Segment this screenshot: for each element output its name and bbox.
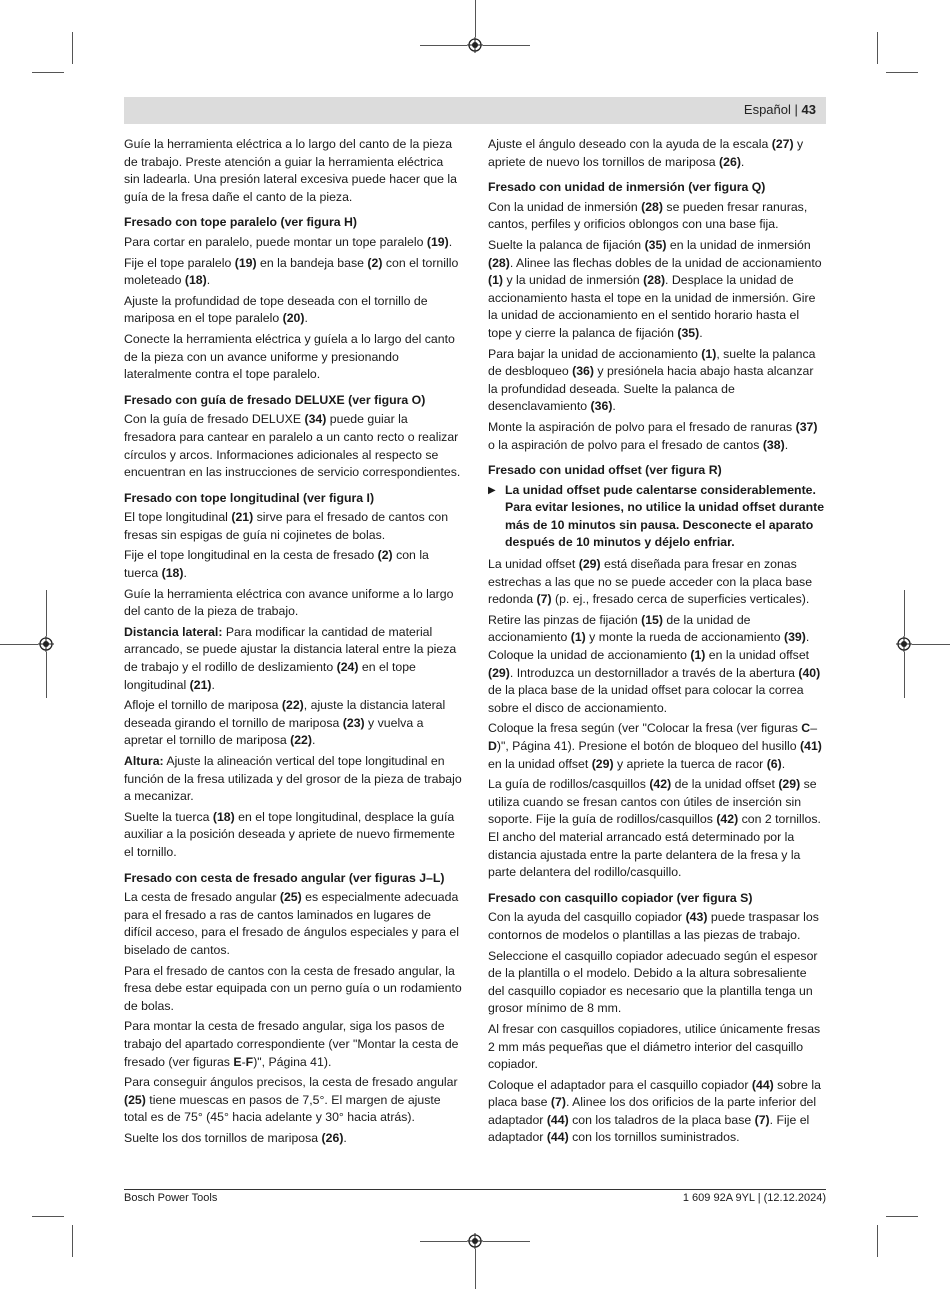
section-heading: Fresado con unidad de inmersión (ver figura Q): [488, 180, 766, 195]
paragraph: Afloje el tornillo de mariposa (22), ajuste la distancia lateral deseada girando el tornillo de mariposa (23) y vuelva a apretar el tornillo de mariposa (22).: [124, 698, 446, 748]
paragraph: La guía de rodillos/casquillos (42) de la unidad offset (29) se utiliza cuando se fresan cantos con útiles de inserción sin soporte. Fije la guía de rodillos/casquillos (42) con 2 tornillos. El ancho del material arrancado está determinado por la distancia ajustada entre la parte delantera de la fresa y la parte delantera del rodillo/casquillo.: [488, 777, 821, 880]
crop-mark: [32, 72, 64, 73]
paragraph: Con la unidad de inmersión (28) se pueden fresar ranuras, cantos, perfiles y orificios oblongos con una base fija.: [488, 199, 808, 232]
crop-mark: [904, 652, 905, 698]
paragraph: Fije el tope longitudinal en la cesta de fresado (2) con la tuerca (18).: [124, 548, 429, 581]
paragraph: Distancia lateral: Para modificar la cantidad de material arrancado, se puede ajustar la distancia lateral entre la pieza de trabajo y el rodillo de deslizamiento (24) en el tope longitudinal (21).: [124, 624, 457, 692]
crop-mark: [46, 590, 47, 636]
paragraph: Con la guía de fresado DELUXE (34) puede guiar la fresadora para cantear en paralelo a un canto recto o realizar círculos y arcos. Informaciones adicionales al respecto se encuentran en las instrucciones de servicio correspondientes.: [124, 412, 461, 480]
section-heading: Fresado con tope longitudinal (ver figura I): [124, 490, 375, 505]
registration-mark-icon: [467, 1233, 483, 1249]
section-heading: Fresado con casquillo copiador (ver figura S): [488, 890, 753, 905]
bullet-triangle-icon: ▶: [488, 484, 496, 496]
crop-mark: [483, 1241, 530, 1242]
crop-mark: [475, 1249, 476, 1289]
paragraph: Coloque la fresa según (ver "Colocar la fresa (ver figuras C–D)", Página 41). Presione el botón de bloqueo del husillo (41) en la unidad offset (29) y apriete la tuerca de racor (6).: [488, 721, 822, 771]
footer-doc-ref: 1 609 92A 9YL | (12.12.2024): [682, 1192, 826, 1204]
crop-mark: [0, 644, 38, 645]
section-heading: Fresado con tope paralelo (ver figura H): [124, 215, 358, 230]
section-heading: Fresado con cesta de fresado angular (ver figuras J–L): [124, 870, 445, 885]
registration-mark-icon: [467, 37, 483, 53]
paragraph: Coloque el adaptador para el casquillo copiador (44) sobre la placa base (7). Alinee los dos orificios de la parte inferior del adaptador (44) con los taladros de la placa base (7). Fije el adaptador (44) con los tornillos suministrados.: [488, 1077, 821, 1145]
paragraph: Retire las pinzas de fijación (15) de la unidad de accionamiento (1) y monte la rueda de accionamiento (39). Coloque la unidad de accionamiento (1) en la unidad offset (29). Introduzca un destornillador a través de la abertura (40) de la placa base de la unidad offset para colocar la correa sobre el disco de accionamiento.: [488, 612, 821, 715]
footer-rule: [124, 1189, 826, 1190]
page-header: [124, 97, 826, 124]
paragraph: Para bajar la unidad de accionamiento (1), suelte la palanca de desbloqueo (36) y presiónela hacia abajo hasta alcanzar la profundidad deseada. Suelte la palanca de desenclavamiento (36).: [488, 346, 816, 414]
crop-mark: [886, 1216, 918, 1217]
crop-mark: [877, 32, 878, 64]
crop-mark: [420, 45, 467, 46]
paragraph: El tope longitudinal (21) sirve para el fresado de cantos con fresas sin espigas de guía ni cojinetes de bolas.: [124, 510, 449, 542]
crop-mark: [886, 72, 918, 73]
paragraph: Para el fresado de cantos con la cesta de fresado angular, la fresa debe estar equipada con un perno guía o un rodamiento de bolas.: [124, 963, 462, 1013]
header-text: [744, 102, 816, 117]
paragraph: Con la ayuda del casquillo copiador (43) puede traspasar los contornos de modelos o plantillas a las piezas de trabajo.: [488, 910, 819, 942]
paragraph: Suelte la tuerca (18) en el tope longitudinal, desplace la guía auxiliar a la posición deseada y apriete de nuevo firmemente el tornillo.: [124, 809, 455, 859]
crop-mark: [420, 1241, 467, 1242]
page-number: 43: [801, 102, 816, 117]
paragraph: Guíe la herramienta eléctrica con avance uniforme a lo largo del canto de la pieza de trabajo.: [124, 586, 454, 619]
crop-mark: [72, 32, 73, 64]
warning-text: La unidad offset pude calentarse considerablemente. Para evitar lesiones, no utilice la unidad offset durante más de 10 minutos sin pausa. Desconecte el aparato después de 10 minutos y déjelo enfriar.: [505, 482, 825, 550]
crop-mark: [912, 644, 950, 645]
section-heading: Fresado con guía de fresado DELUXE (ver figura O): [124, 392, 426, 407]
paragraph: Al fresar con casquillos copiadores, utilice únicamente fresas 2 mm más pequeñas que el diámetro interior del casquillo copiador.: [488, 1021, 821, 1072]
header-separator: |: [794, 102, 798, 117]
paragraph: Suelte la palanca de fijación (35) en la unidad de inmersión (28). Alinee las flechas dobles de la unidad de accionamiento (1) y la unidad de inmersión (28). Desplace la unidad de accionamiento hasta el tope en la unidad de inmersión. Gire la unidad de accionamiento en el sentido horario hasta el tope y cierre la palanca de fijación (35).: [488, 237, 822, 340]
paragraph: Ajuste la profundidad de tope deseada con el tornillo de mariposa en el tope paralelo (20).: [124, 293, 428, 326]
crop-mark: [46, 652, 47, 698]
paragraph: Suelte los dos tornillos de mariposa (26).: [124, 1130, 347, 1145]
paragraph: Seleccione el casquillo copiador adecuado según el espesor de la plantilla o el modelo. Debido a la altura sobresaliente del casquillo copiador es necesario que la plantilla tenga un grosor mínimo de 8 mm.: [488, 948, 818, 1016]
paragraph: Guíe la herramienta eléctrica a lo largo del canto de la pieza de trabajo. Preste atención a guiar la herramienta eléctrica sin ladearla. Una presión lateral excesiva puede hacer que la guía de la fresa dañe el canto de la pieza.: [124, 137, 457, 204]
left-column: [124, 136, 462, 1150]
right-column: [488, 136, 826, 1150]
paragraph: Monte la aspiración de polvo para el fresado de ranuras (37) o la aspiración de polvo para el fresado de cantos (38).: [488, 419, 818, 452]
paragraph: Para conseguir ángulos precisos, la cesta de fresado angular (25) tiene muescas en pasos de 7,5°. El margen de ajuste total es de 75° (45° hacia adelante y 30° hacia atrás).: [124, 1075, 458, 1125]
crop-mark: [904, 590, 905, 636]
section-heading: Fresado con unidad offset (ver figura R): [488, 463, 722, 478]
registration-mark-icon: [38, 636, 54, 652]
crop-mark: [483, 45, 530, 46]
paragraph: La cesta de fresado angular (25) es especialmente adecuada para el fresado a ras de cantos laminados en lugares de difícil acceso, para el fresado de ángulos especiales y para el biselado de cantos.: [124, 890, 459, 957]
paragraph: Altura: Ajuste la alineación vertical del tope longitudinal en función de la fresa utilizada y del grosor de la pieza de trabajo a mecanizar.: [124, 754, 462, 804]
paragraph: Para montar la cesta de fresado angular, siga los pasos de trabajo del apartado correspondiente (ver "Montar la cesta de fresado (ver figuras E-F)", Página 41).: [124, 1019, 459, 1069]
crop-mark: [877, 1225, 878, 1257]
crop-mark: [32, 1216, 64, 1217]
header-language: Español: [743, 102, 791, 117]
paragraph: Ajuste el ángulo deseado con la ayuda de la escala (27) y apriete de nuevo los tornillos de mariposa (26).: [488, 137, 804, 169]
warning-note: [488, 482, 826, 552]
paragraph: Para cortar en paralelo, puede montar un tope paralelo (19).: [124, 234, 453, 249]
crop-mark: [72, 1225, 73, 1257]
footer-brand: Bosch Power Tools: [124, 1192, 218, 1204]
paragraph: Conecte la herramienta eléctrica y guíela a lo largo del canto de la pieza con un avance uniforme y presionando lateralmente contra el tope paralelo.: [124, 331, 455, 382]
paragraph: La unidad offset (29) está diseñada para fresar en zonas estrechas a las que no se puede acceder con la placa base redonda (7) (p. ej., fresado cerca de superficies verticales).: [488, 557, 813, 607]
paragraph: Fije el tope paralelo (19) en la bandeja base (2) con el tornillo moleteado (18).: [124, 255, 459, 288]
registration-mark-icon: [896, 636, 912, 652]
crop-mark: [475, 0, 476, 37]
